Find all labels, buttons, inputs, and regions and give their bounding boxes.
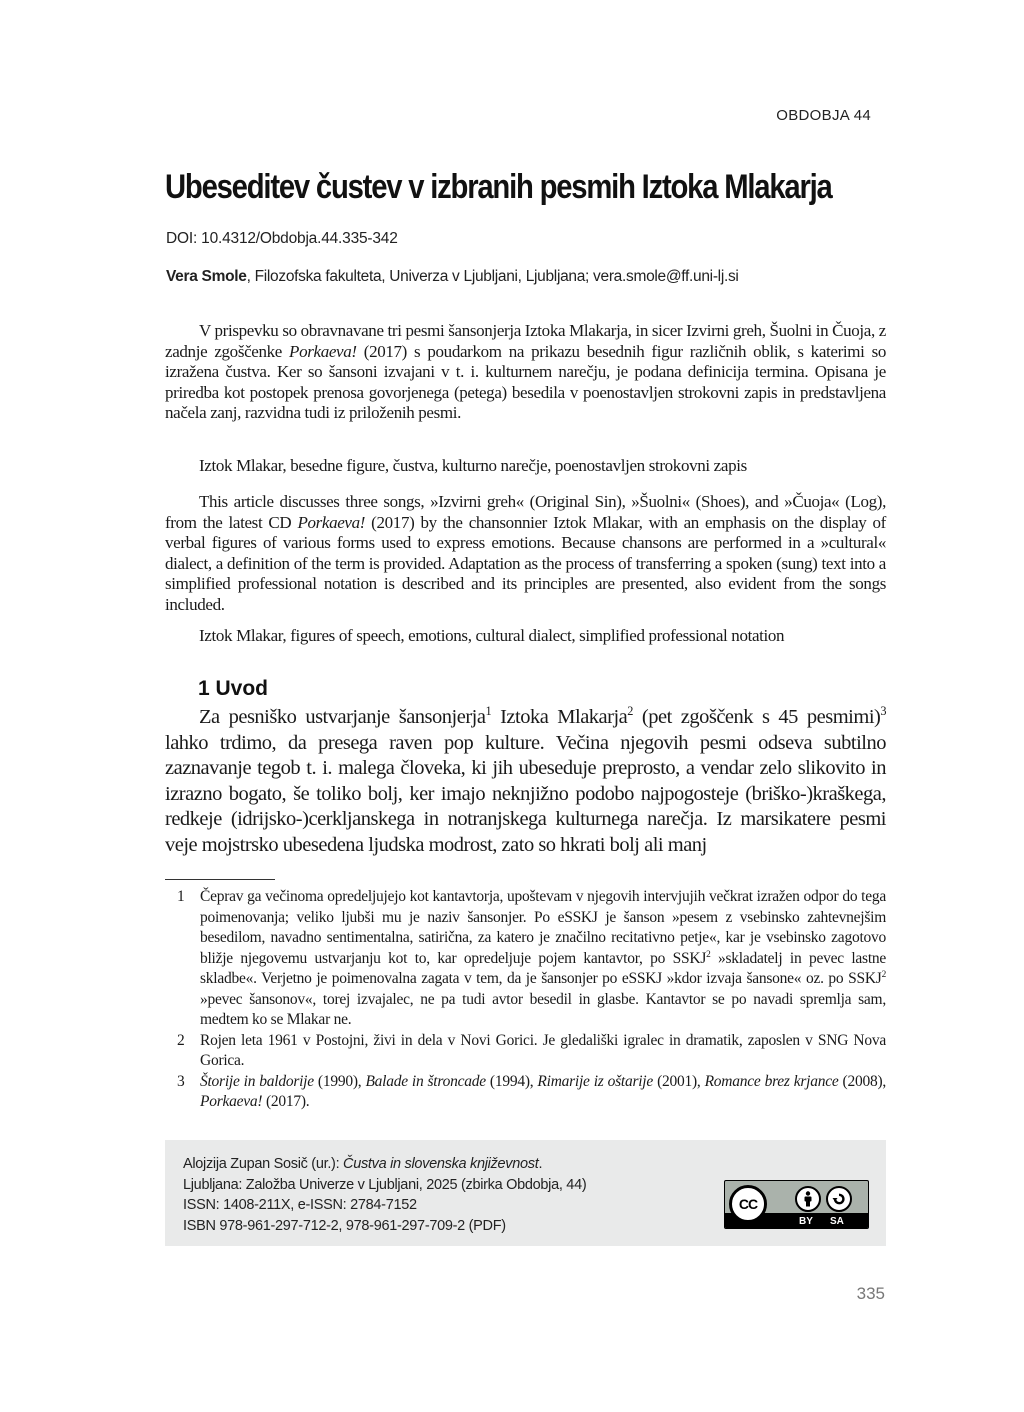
editor: Alojzija Zupan Sosič (ur.):	[183, 1156, 344, 1172]
album-year: (2017).	[262, 1093, 310, 1110]
footnote-2	[165, 1031, 886, 1072]
by-label: BY	[799, 1216, 813, 1227]
publisher-line: Ljubljana: Založba Univerze v Ljubljani, 2025 (zbirka Obdobja, 44)	[183, 1176, 587, 1193]
page-number: 335	[856, 1284, 885, 1303]
share-alike-icon	[826, 1186, 852, 1212]
album-title: Romance brez krjance	[704, 1072, 839, 1090]
footnote-1-text-a: Čeprav ga večinoma opredeljujejo kot kantavtorja, upoštevam v njegovih intervjujih večkrat izražen odpor do tega poimenovanja; veliko ljubši mu je naziv šansonjer. Po eSSKJ je šanson »pesem z vsebinsko zahtevnejšim besedilom, navadno sentimentalna, satirična, za katero je značilno recitativno petje«, kar je vsebinsko zagotovo bližje njegovemu ustvarjanju kot to, kar opredeljuje pojem kantavtor, po SSKJ	[200, 888, 886, 967]
author-name: Vera Smole	[166, 268, 247, 285]
keywords-english	[165, 626, 886, 647]
book-title-end: .	[538, 1156, 543, 1172]
abstract-slovene	[165, 321, 886, 424]
body-text	[165, 705, 886, 858]
album-year: (2001),	[653, 1072, 705, 1090]
cc-icon	[729, 1185, 767, 1223]
album-title: Štorije in baldorije	[200, 1072, 314, 1090]
footnote-1	[165, 887, 886, 1031]
keywords-slovene	[165, 456, 886, 477]
editor-line	[183, 1154, 586, 1175]
abstract-sl-text-2: (2017) s poudarkom na prikazu besednih figur različnih oblik, s katerimi so izražena čustva. Ker so šansoni izvajani v t. i. kulturnem narečju, je podana definicija termina. Opisana je priredba kot postopek prenosa govorjenega (petega) besedila v poenostavljen strokovni zapis in predstavljena načela zanj, razvidna tudi iz priloženih pesmi.	[165, 341, 886, 422]
keywords-sl-text: Iztok Mlakar, besedne figure, čustva, kulturno narečje, poenostavljen strokovni zapis	[199, 456, 747, 475]
footnotes	[165, 887, 886, 1113]
footnote-1-sup-b: 2	[881, 969, 886, 980]
footnote-number: 2	[177, 1031, 185, 1049]
isbn-line: ISBN 978-961-297-712-2, 978-961-297-709-2 (PDF)	[183, 1217, 506, 1234]
album-year: (1990),	[313, 1072, 366, 1090]
author-affiliation: , Filozofska fakulteta, Univerza v Ljubljani, Ljubljana; vera.smole@ff.uni-lj.si	[246, 268, 739, 285]
footnote-text	[200, 1072, 886, 1113]
body-text-a: Za pesniško ustvarjanje šansonjerja	[199, 706, 486, 728]
article-title: Ubeseditev čustev v izbranih pesmih Iztoka Mlakarja	[165, 168, 832, 206]
doi: DOI: 10.4312/Obdobja.44.335-342	[166, 230, 398, 247]
sa-label: SA	[830, 1216, 844, 1227]
publication-info	[183, 1154, 586, 1236]
author-line	[166, 268, 739, 286]
footnote-1-text-b: »skladatelj in pevec lastne skladbe«. Verjetno je poimenovalna zagata v tem, da je šansonjer po eSSKJ »kdor izvaja šansone« oz. po SSKJ	[200, 949, 887, 987]
body-text-d: lahko trdimo, da presega raven pop kulture. Večina njegovih pesmi odseva subtilno zaznavanje tegob t. i. malega človeka, ki jih ubeseduje preprosto, a vendar zelo slikovito in izrazno bogato, še toliko bolj, ker imajo neknjižno podobo najpogosteje (briško-)kraškega, redkeje (idrijsko-)cerkljanskega in notranjskega kulturnega narečja. Iz marsikatere pesmi veje mojstrsko ubesedena ljudska modrost, zato so hkrati bolj ali manj	[165, 731, 886, 856]
abstract-sl-italic: Porkaeva!	[289, 341, 357, 361]
keywords-en-text: Iztok Mlakar, figures of speech, emotions, cultural dialect, simplified professional notation	[199, 626, 785, 645]
abstract-en-text-2: (2017) by the chansonnier Iztok Mlakar, with an emphasis on the display of verbal figures of various forms used to express emotions. Because chansons are performed in a »cultural« dialect, a definition of the term is provided. Adaptation as the process of transferring a spoken (sung) text into a simplified professional notation is described and its principles are presented, also evident from the songs included.	[165, 512, 886, 614]
album-title: Balade in štroncade	[365, 1072, 486, 1090]
album-title: Porkaeva!	[200, 1093, 263, 1110]
footnote-1-sup-a: 2	[706, 949, 711, 960]
footnote-text: Rojen leta 1961 v Postojni, živi in dela v Novi Gorici. Je gledališki igralec in dramatik, zaposlen v SNG Nova Gorica.	[200, 1031, 886, 1069]
cc-label: CC	[738, 1196, 758, 1212]
album-year: (1994),	[485, 1072, 538, 1090]
publication-info-box	[165, 1140, 886, 1246]
abstract-english	[165, 492, 886, 615]
body-text-b: Iztoka Mlakarja	[491, 706, 628, 728]
footnote-ref-2[interactable]: 2	[627, 704, 633, 719]
album-title: Rimarije iz oštarije	[537, 1072, 653, 1090]
footnote-number: 1	[177, 888, 185, 905]
abstract-en-text-1: This article discusses three songs, »Izvirni greh« (Original Sin), »Šuolni« (Shoes), and »Čuoja« (Log), from the latest CD	[165, 492, 886, 532]
footnote-text	[200, 887, 886, 1031]
footnote-3	[165, 1072, 886, 1113]
footnote-ref-1[interactable]: 1	[485, 704, 492, 719]
footnote-1-text-c: »pevec šansonov«, torej izvajalec, ne pa tudi avtor besedil in glasbe. Kantavtor se po navadi spremlja sam, medtem ko se Mlakar ne.	[200, 990, 886, 1028]
footnote-ref-3[interactable]: 3	[880, 704, 886, 719]
abstract-en-italic: Porkaeva!	[297, 512, 366, 532]
issn-line: ISSN: 1408-211X, e-ISSN: 2784-7152	[183, 1197, 417, 1213]
album-year: (2008),	[838, 1072, 886, 1090]
footnote-divider	[165, 879, 275, 880]
running-head: OBDOBJA 44	[776, 107, 871, 124]
book-title: Čustva in slovenska književnost	[343, 1156, 539, 1172]
footnote-number: 3	[177, 1072, 185, 1090]
section-heading: 1 Uvod	[198, 677, 269, 700]
attribution-person-icon	[795, 1186, 821, 1212]
cc-by-sa-icon[interactable]	[724, 1180, 869, 1229]
abstract-sl-text-1: V prispevku so obravnavane tri pesmi šansonjerja Iztoka Mlakarja, in sicer Izvirni greh, Šuolni in Čuoja, z zadnje zgoščenke	[165, 321, 886, 361]
body-text-c: (pet zgoščenk s 45 pesmimi)	[632, 706, 881, 728]
